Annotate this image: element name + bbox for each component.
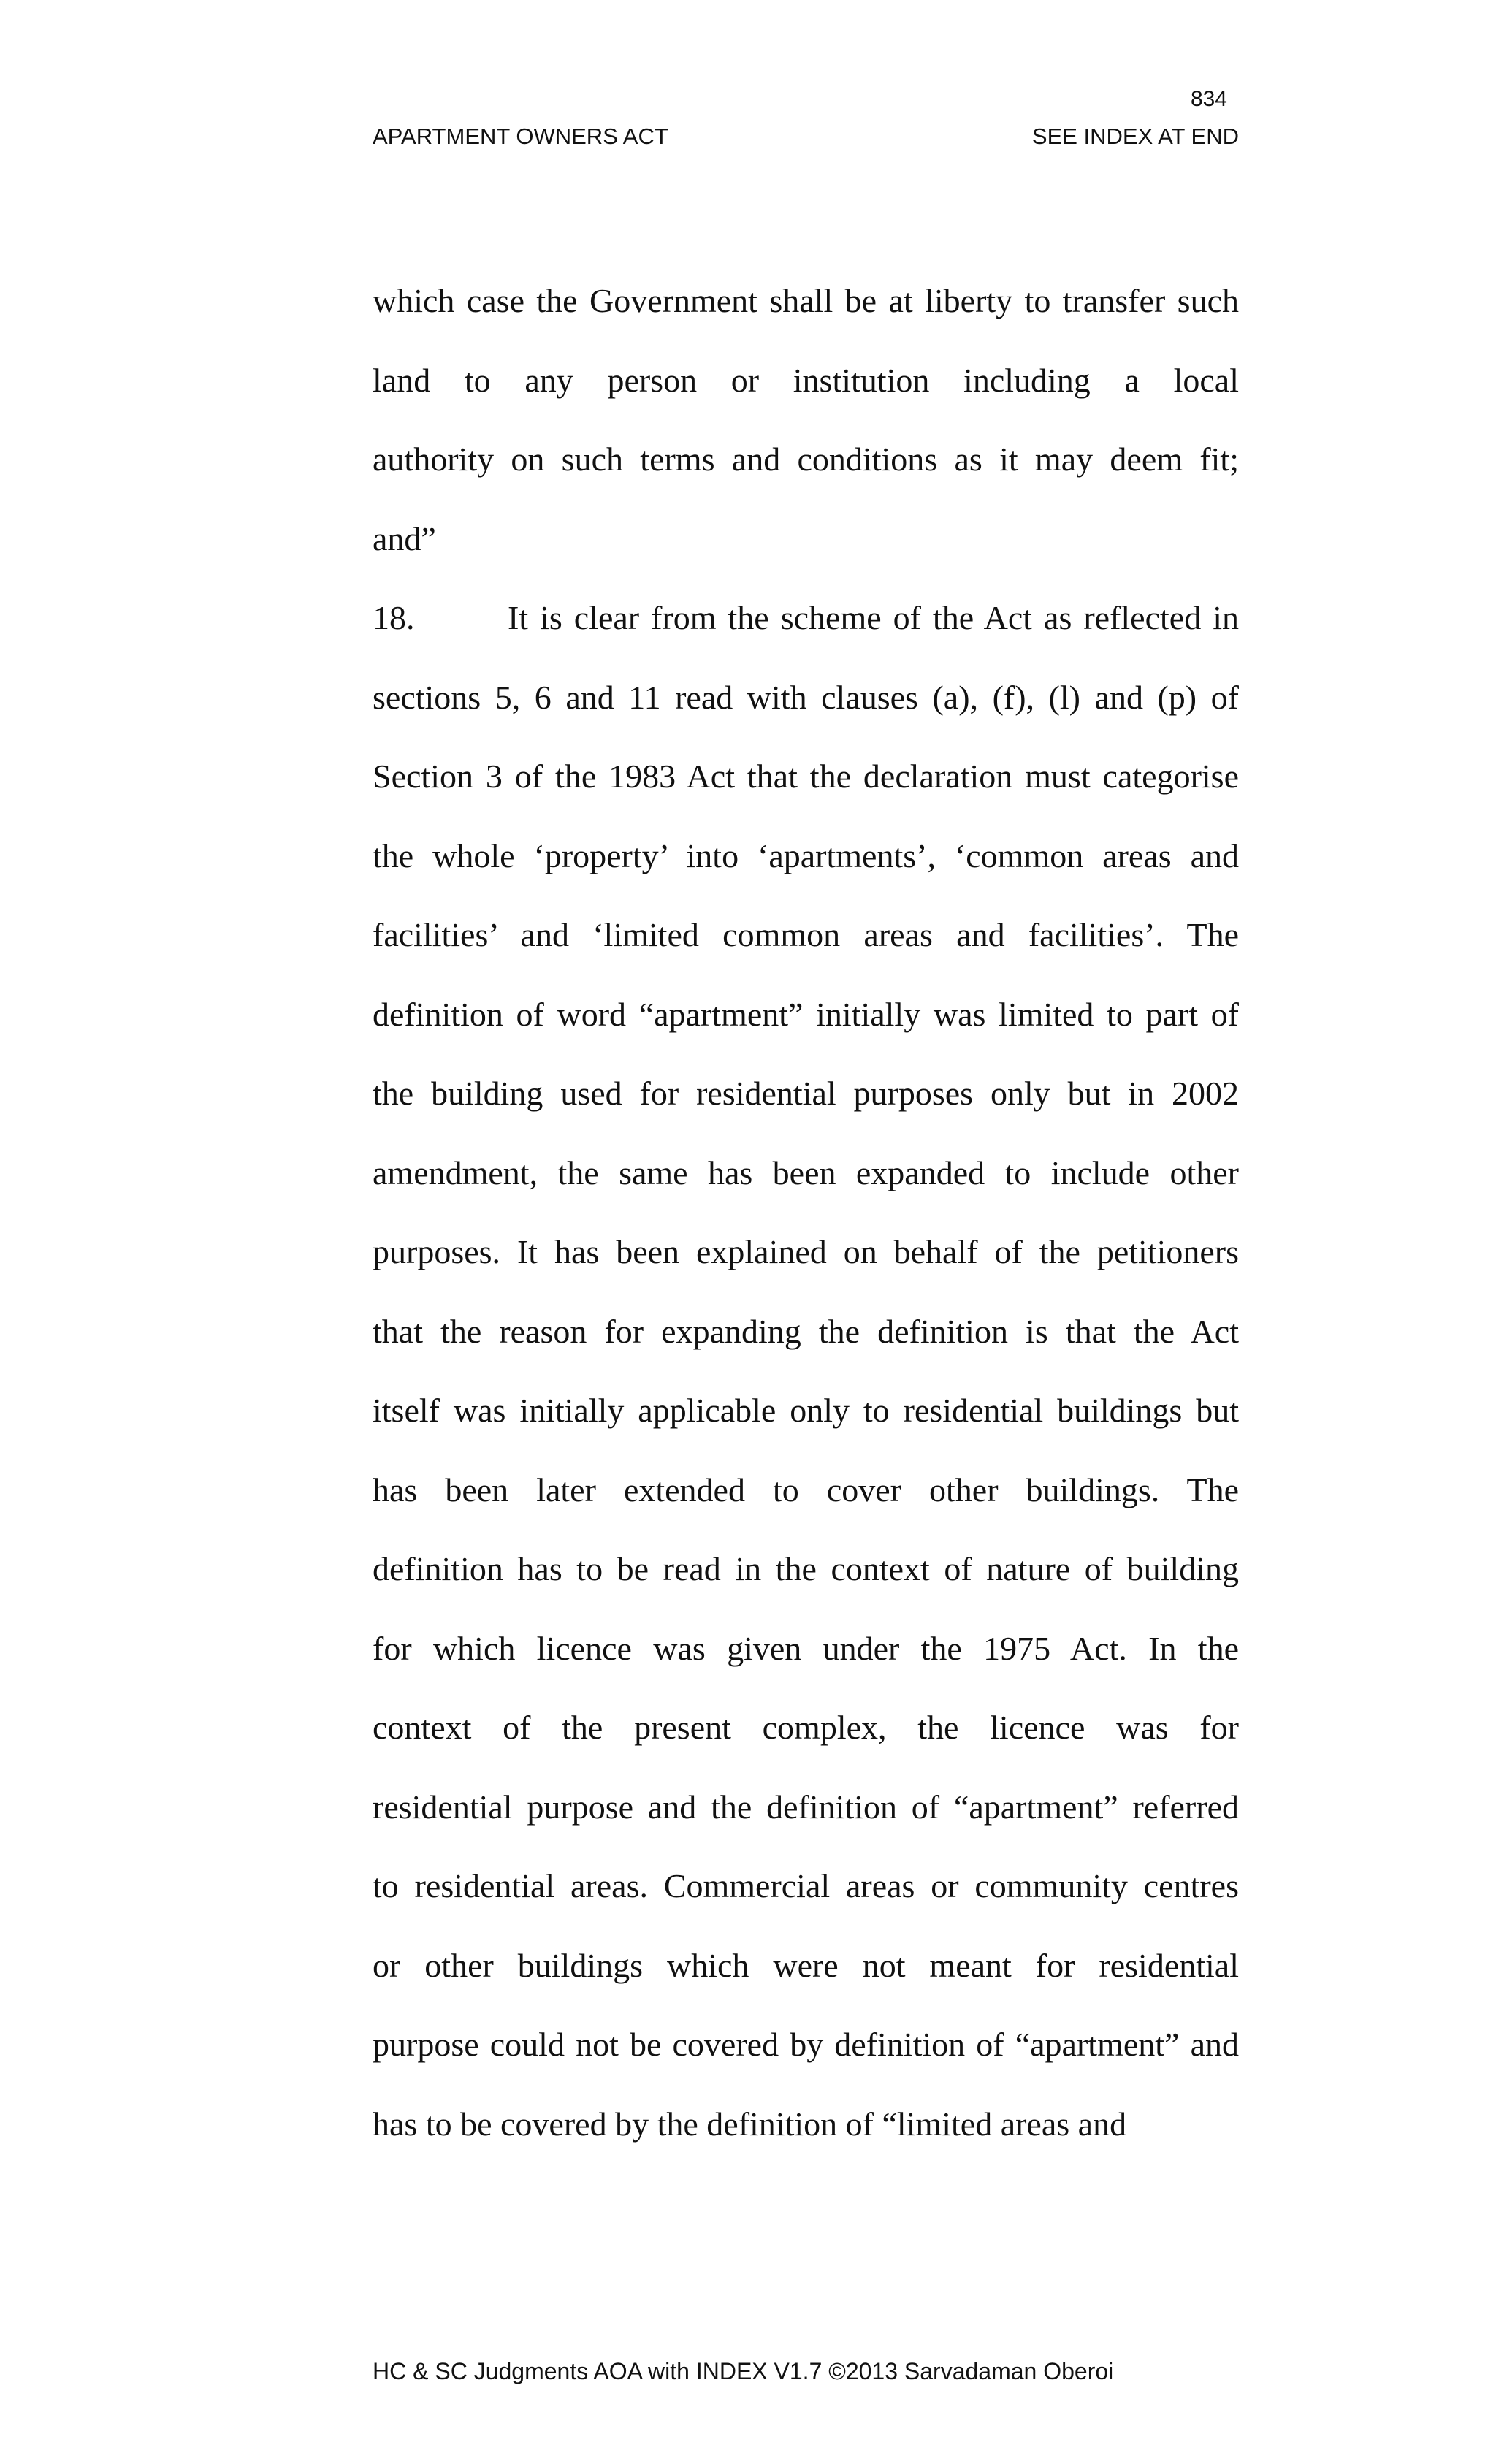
text-line: to residential areas. Commercial areas or community centres [373,1867,1239,1904]
text-line: purpose could not be covered by definition of “apartment” and [373,2026,1239,2063]
text-line: definition of word “apartment” initially was limited to part of [373,995,1239,1033]
text-line: Section 3 of the 1983 Act that the declaration must categorise [373,758,1239,795]
text-line: context of the present complex, the licence was for [373,1709,1239,1746]
text-line: the building used for residential purposes only but in 2002 [373,1075,1239,1112]
text-line: land to any person or institution including a local [373,361,1239,399]
paragraph-number: 18. [373,599,415,636]
text-line: which case the Government shall be at liberty to transfer such [373,282,1239,319]
text-line: amendment, the same has been expanded to include other [373,1153,1239,1191]
text-line: authority on such terms and conditions as it may deem fit; [373,440,1239,478]
text-line: residential purpose and the definition of “apartment” referred [373,1788,1239,1826]
text-line: itself was initially applicable only to residential buildings but [373,1392,1239,1429]
text-line: definition has to be read in the context of nature of building [373,1550,1239,1587]
text-line: that the reason for expanding the definition is that the Act [373,1312,1239,1350]
text-line: and” [373,519,436,557]
text-line: or other buildings which were not meant for residential [373,1946,1239,1984]
header-title: APARTMENT OWNERS ACT [373,123,668,149]
text-line: It is clear from the scheme of the Act as reflected in [508,599,1239,636]
header-index-note: SEE INDEX AT END [1031,123,1239,149]
running-header [373,123,1239,150]
body-text [373,262,1239,2164]
page-number: 834 [1190,87,1227,111]
page-footer: HC & SC Judgments AOA with INDEX V1.7 ©2013 Sarvadaman Oberoi [373,2358,1114,2384]
text-line: the whole ‘property’ into ‘apartments’, ‘common areas and [373,836,1239,874]
paragraph-18-first-line [373,579,1239,658]
text-line: has to be covered by the definition of “limited areas and [373,2105,1127,2143]
text-line: purposes. It has been explained on behalf of the petitioners [373,1233,1239,1270]
text-line: sections 5, 6 and 11 read with clauses (a), (f), (l) and (p) of [373,678,1239,716]
text-line: facilities’ and ‘limited common areas and facilities’. The [373,916,1239,953]
text-line: for which licence was given under the 1975 Act. In the [373,1629,1239,1667]
text-line: has been later extended to cover other buildings. The [373,1471,1239,1508]
